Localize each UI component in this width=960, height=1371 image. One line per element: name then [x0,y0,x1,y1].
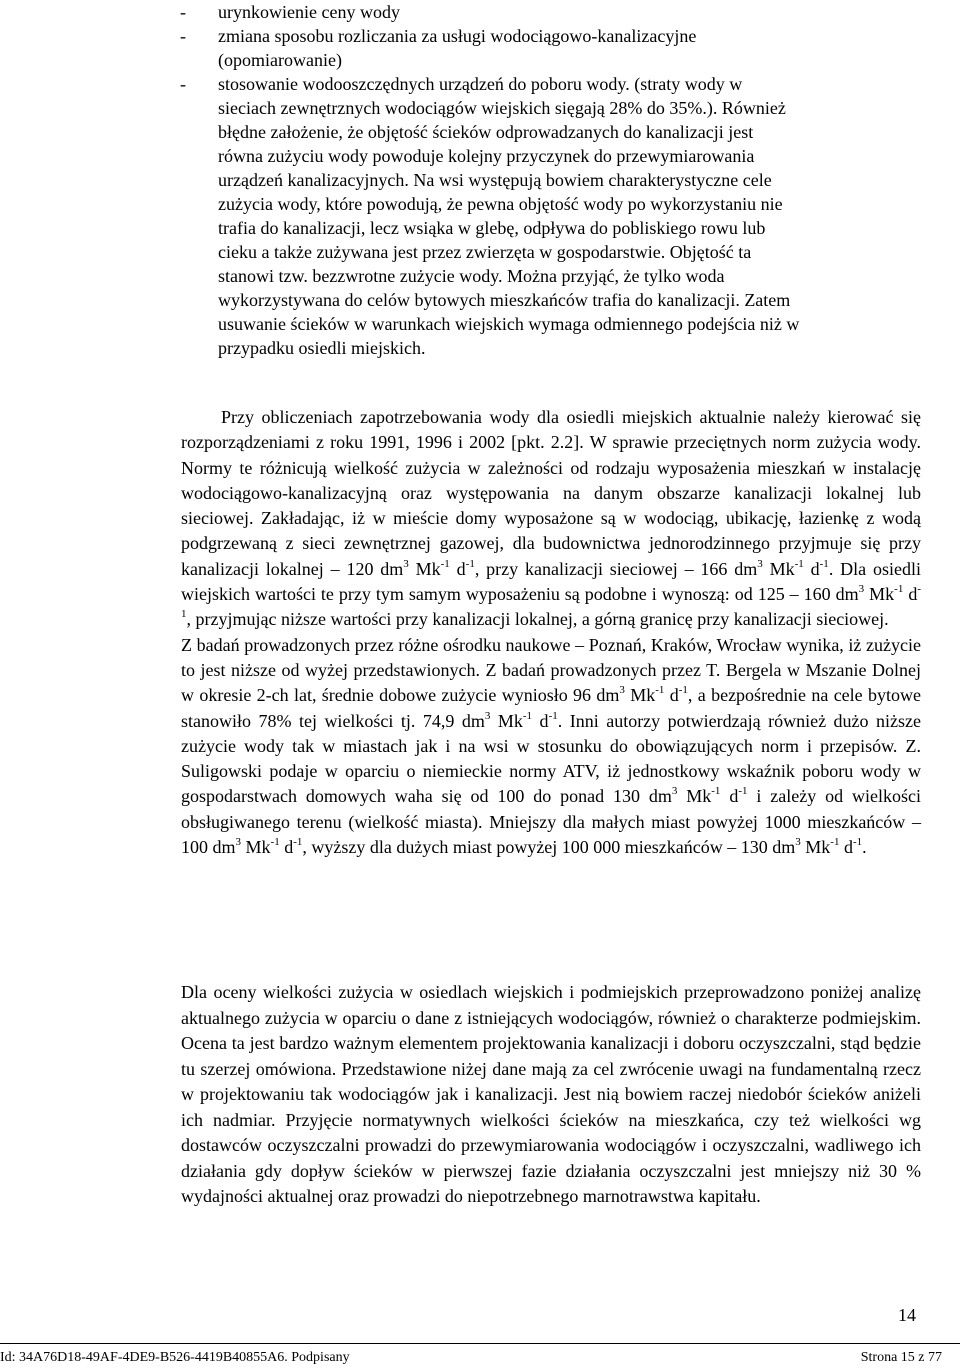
superscript: -1 [270,836,280,849]
footer-divider [0,1343,960,1344]
bullet-dash: - [180,26,186,46]
page-number: 14 [898,1305,916,1325]
bullet-line: stanowi tzw. bezzwrotne zużycie wody. Można przyjąć, że tylko woda [218,266,725,286]
bullet-line: cieku a także zużywana jest przez zwierzęta w gospodarstwie. Objętość ta [218,242,752,262]
text-run: d [664,685,679,706]
superscript: -1 [894,583,904,596]
text-run: d [903,584,918,605]
footer-document-id: Id: 34A76D18-49AF-4DE9-B526-4419B40855A6. Podpisany [0,1350,350,1365]
bullet-item [180,24,920,72]
superscript: -1 [548,709,558,722]
superscript: 3 [671,785,678,798]
text-run: Mk [762,558,795,579]
text-run: . Dla osiedli wiejskich wartości te przy tym samym wyposażeniu są podobne i wynoszą: od 125 – 160 dm [181,558,921,605]
superscript: 3 [795,836,801,849]
superscript: -1 [819,557,829,570]
superscript: -1 [738,785,748,798]
text-run: Mk [677,786,712,807]
bullet-line: urynkowienie ceny wody [218,2,400,22]
superscript: -1 [678,684,688,697]
text-run: i zależy od wielkości obsługiwanego terenu (wielkość miasta). Mniejszy dla małych miast powyżej 1000 mieszkańców – 100 dm [181,786,921,858]
bullet-item [180,72,920,360]
text-run: Mk [408,558,441,579]
text-run: Mk [800,837,831,858]
superscript: -1 [711,785,721,798]
text-run: , przy kanalizacji sieciowej – 166 dm [474,558,758,579]
superscript: -1 [794,557,804,570]
superscript: -1 [440,557,450,570]
bullet-line: zmiana sposobu rozliczania za usługi wodociągowo-kanalizacyjne [218,26,697,46]
bullet-dash: - [180,2,186,22]
superscript: 3 [235,836,242,849]
text-run: Przy obliczeniach zapotrzebowania wody dla osiedli miejskich aktualnie należy kierować się rozporządzeniami z roku 1991, 1996 i 2002 [pkt. 2.2]. W sprawie przeciętnych norm zużycia wody. Normy te różnicują wielkość zużycia w zależności od rodzaju wyposażenia mieszkań w instalację wodociągowo-kanalizacyjną oraz występowania na danym obszarze kanalizacji lokalnej lub sieciowej. Zakładając, iż w mieście domy wyposażone są w wodociąg, ubikację, łazienkę z wodą podgrzewaną z sieci zewnętrznej gazowej, dla budownictwa jednorodzinnego przyjmuje się przy kanalizacji lokalnej – 120 dm [181,407,921,579]
bullet-line: urządzeń kanalizacyjnych. Na wsi występują bowiem charakterystyczne cele [218,170,772,190]
text-run: Mk [490,710,523,731]
bullet-line: sieciach zewnętrznych wodociągów wiejskich sięgają 28% do 35%.). Również [218,98,786,118]
superscript: -1 [655,684,665,697]
footer-page-counter: Strona 15 z 77 [860,1350,942,1365]
text-run: Z badań prowadzonych przez różne ośrodku naukowe – Poznań, Kraków, Wrocław wynika, iż zużycie to jest niższe od wyżej przedstawionych. Z badań prowadzonych przez T. Bergela w Mszanie Dolnej w okresie 2-ch lat, średnie dobowe zużycie wyniosło 96 dm [181,634,921,706]
paragraph-analysis: Dla oceny wielkości zużycia w osiedlach wiejskich i podmiejskich przeprowadzono poniżej analizę aktualnego zużycia w oparciu o dane z istniejących wodociągów, również o charakterze podmiejskim. Ocena ta jest bardzo ważnym elementem projektowania kanalizacji i doboru oczyszczalni, stąd będzie tu szerzej omówiona. Przedstawione niżej dane mają za cel zwrócenie uwagi na fundamentalną rzecz w projektowaniu tak wodociągów jak i kanalizacji. Jest nią bowiem raczej niedobór ścieków aniżeli ich nadmiar. Przyjęcie normatywnych wielkości ścieków na mieszkańca, czy też wielkości wg dostawców oczyszczalni prowadzi do przewymiarowania wodociągów i oczyszczalni, wadliwego ich działania gdy dopływ ścieków w pierwszej fazie działania oczyszczalni jest mniejszy niż 30 % wydajności aktualnej oraz prowadzi do niepotrzebnego marnotrawstwa kapitału. [181,982,921,1206]
superscript: 3 [619,684,625,697]
text-run: d [532,710,549,731]
text-run: d [449,558,466,579]
text-run: d [279,837,294,858]
superscript: 3 [858,583,865,596]
bullet-line: stosowanie wodooszczędnych urządzeń do poboru wody. (straty wody w [218,74,743,94]
bullet-line: przypadku osiedli miejskich. [218,338,426,358]
text-run: Mk [864,584,895,605]
superscript: 3 [403,557,409,570]
superscript: -1 [465,557,475,570]
superscript: -1 [293,836,303,849]
superscript: 3 [484,709,491,722]
text-run: d [803,558,820,579]
text-run: Mk [241,837,271,858]
bullet-list [180,0,920,360]
bullet-line: błędne założenie, że objętość ścieków odprowadzanych do kanalizacji jest [218,122,754,142]
bullet-item [180,0,920,24]
superscript: -1 [852,836,863,849]
text-run: , wyższy dla dużych miast powyżej 100 000 mieszkańców – 130 dm [302,837,796,858]
bullet-line: trafia do kanalizacji, lecz wsiąka w glebę, odpływa do pobliskiego rowu lub [218,218,766,238]
superscript: -1 [181,583,922,621]
text-run: Mk [624,685,656,706]
superscript: -1 [522,709,533,722]
bullet-line: równa zużyciu wody powoduje kolejny przyczynek do przewymiarowania [218,146,755,166]
bullet-line: (opomiarowanie) [218,50,342,70]
superscript: 3 [757,557,763,570]
bullet-line: wykorzystywana do celów bytowych mieszkańców trafia do kanalizacji. Zatem [218,290,791,310]
bullet-line: usuwanie ścieków w warunkach wiejskich wymaga odmiennego podejścia niż w [218,314,800,334]
superscript: -1 [830,836,840,849]
text-run: . Inni autorzy potwierdzają również dużo niższe zużycie wody tak w miastach jak i na wsi w stosunku do obowiązujących norm i przepisów. Z. Suligowski podaje w oparciu o niemieckie normy ATV, iż jednostkowy wskaźnik poboru wody w gospodarstwach domowych waha się od 100 do ponad 130 dm [181,710,922,807]
text-run: . [862,837,867,858]
text-run: , przyjmując niższe wartości przy kanalizacji lokalnej, a górną granicę przy kanalizacji sieciowej. [186,609,889,630]
text-run: d [720,786,739,807]
bullet-line: zużycia wody, które powodują, że pewna objętość wody po wykorzystaniu nie [218,194,783,214]
text-run: , a bezpośrednie na cele bytowe stanowiło 78% tej wielkości tj. 74,9 dm [181,685,921,731]
text-run: d [839,837,853,858]
bullet-dash: - [180,74,186,94]
paragraph-water-norms [181,405,921,860]
